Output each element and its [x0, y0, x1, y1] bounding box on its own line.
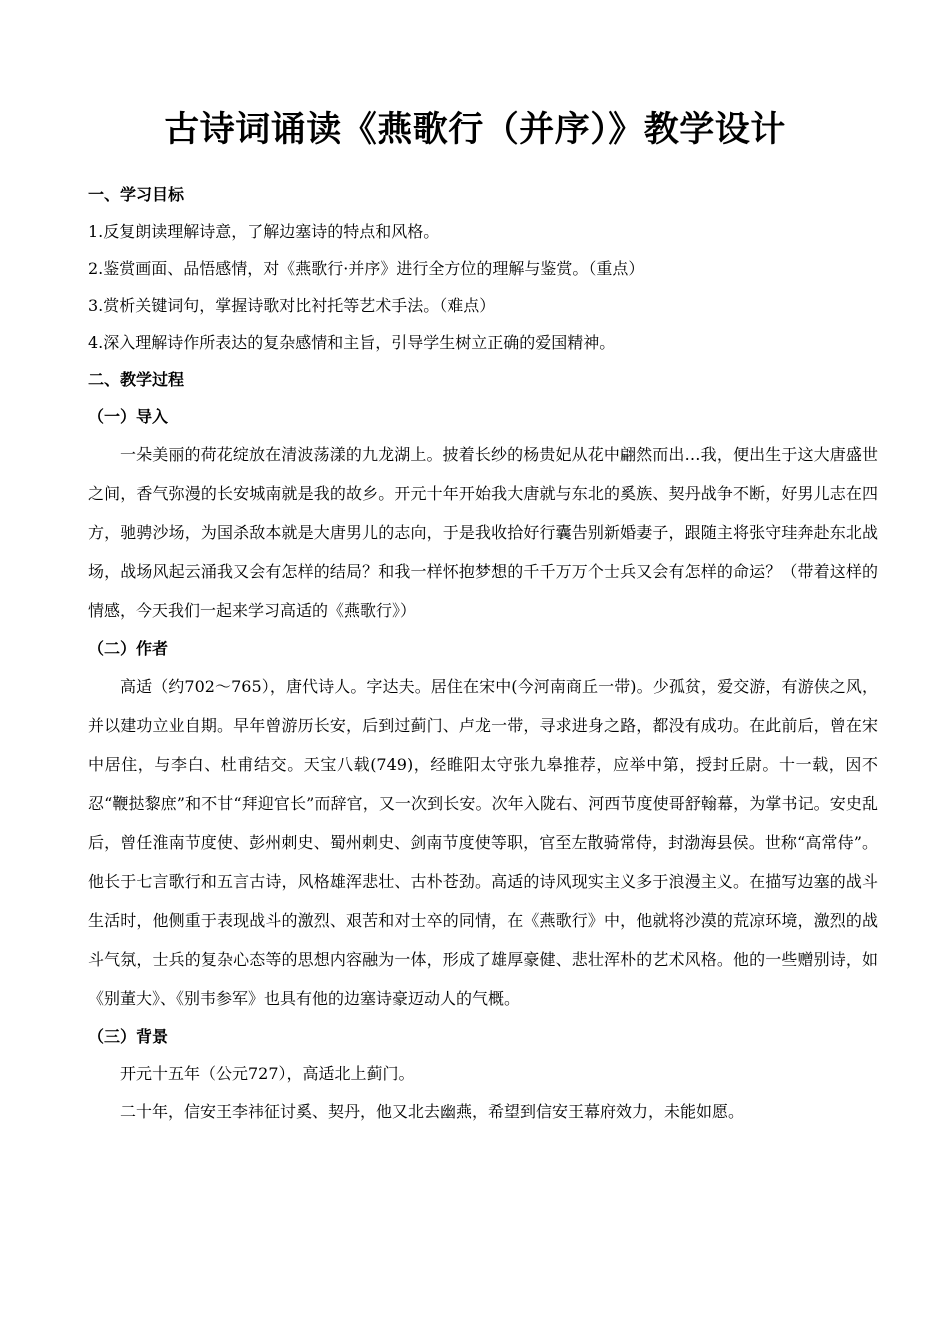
background-line: 二十年，信安王李祎征讨奚、契丹，他又北去幽燕，希望到信安王幕府效力，未能如愿。: [120, 1102, 745, 1121]
goal-item: 3.赏析关键词句，掌握诗歌对比衬托等艺术手法。（难点）: [88, 296, 496, 315]
document-body: [88, 176, 878, 1131]
subsection-heading-background: （三）背景: [88, 1027, 169, 1046]
intro-paragraph: 一朵美丽的荷花绽放在清波荡漾的九龙湖上。披着长纱的杨贵妃从花中翩然而出…我，便出生于这大唐盛世之间，香气弥漫的长安城南就是我的故乡。开元十年开始我大唐就与东北的奚族、契丹战争不断，好男儿志在四方，驰骋沙场，为国杀敌本就是大唐男儿的志向，于是我收拾好行囊告别新婚妻子，跟随主将张守珪奔赴东北战场，战场风起云涌我又会有怎样的结局？和我一样怀抱梦想的千千万万个士兵又会有怎样的命运？（带着这样的情感，今天我们一起来学习高适的《燕歌行》）: [88, 445, 878, 620]
section-heading-process: 二、教学过程: [88, 370, 185, 389]
section-heading-goals: 一、学习目标: [88, 185, 185, 204]
subsection-heading-author: （二）作者: [88, 639, 169, 658]
document-title: 古诗词诵读《燕歌行（并序）》教学设计: [164, 110, 786, 150]
background-line: 开元十五年（公元727），高适北上蓟门。: [120, 1064, 415, 1083]
goal-item: 4.深入理解诗作所表达的复杂感情和主旨，引导学生树立正确的爱国精神。: [88, 333, 616, 352]
goal-item: 1.反复朗读理解诗意，了解边塞诗的特点和风格。: [88, 222, 440, 241]
subsection-heading-intro: （一）导入: [88, 407, 169, 426]
goal-item: 2.鉴赏画面、品悟感情，对《燕歌行·并序》进行全方位的理解与鉴赏。（重点）: [88, 259, 645, 278]
author-paragraph: 高适（约702～765），唐代诗人。字达夫。居住在宋中(今河南商丘一带)。少孤贫，爱交游，有游侠之风，并以建功立业自期。早年曾游历长安，后到过蓟门、卢龙一带，寻求进身之路，都没有成功。在此前后，曾在宋中居住，与李白、杜甫结交。天宝八载(749)，经睢阳太守张九皋推荐，应举中第，授封丘尉。十一载，因不忍“鞭挞黎庶”和不甘“拜迎官长”而辞官，又一次到长安。次年入陇右、河西节度使哥舒翰幕，为掌书记。安史乱后，曾任淮南节度使、彭州刺史、蜀州刺史、剑南节度使等职，官至左散骑常侍，封渤海县侯。世称“高常侍”。他长于七言歌行和五言古诗，风格雄浑悲壮、古朴苍劲。高适的诗风现实主义多于浪漫主义。在描写边塞的战斗生活时，他侧重于表现战斗的激烈、艰苦和对士卒的同情，在《燕歌行》中，他就将沙漠的荒凉环境，激烈的战斗气氛，士兵的复杂心态等的思想内容融为一体，形成了雄厚豪健、悲壮浑朴的艺术风格。他的一些赠别诗，如《别董大》、《别韦参军》也具有他的边塞诗豪迈动人的气概。: [88, 677, 878, 1008]
